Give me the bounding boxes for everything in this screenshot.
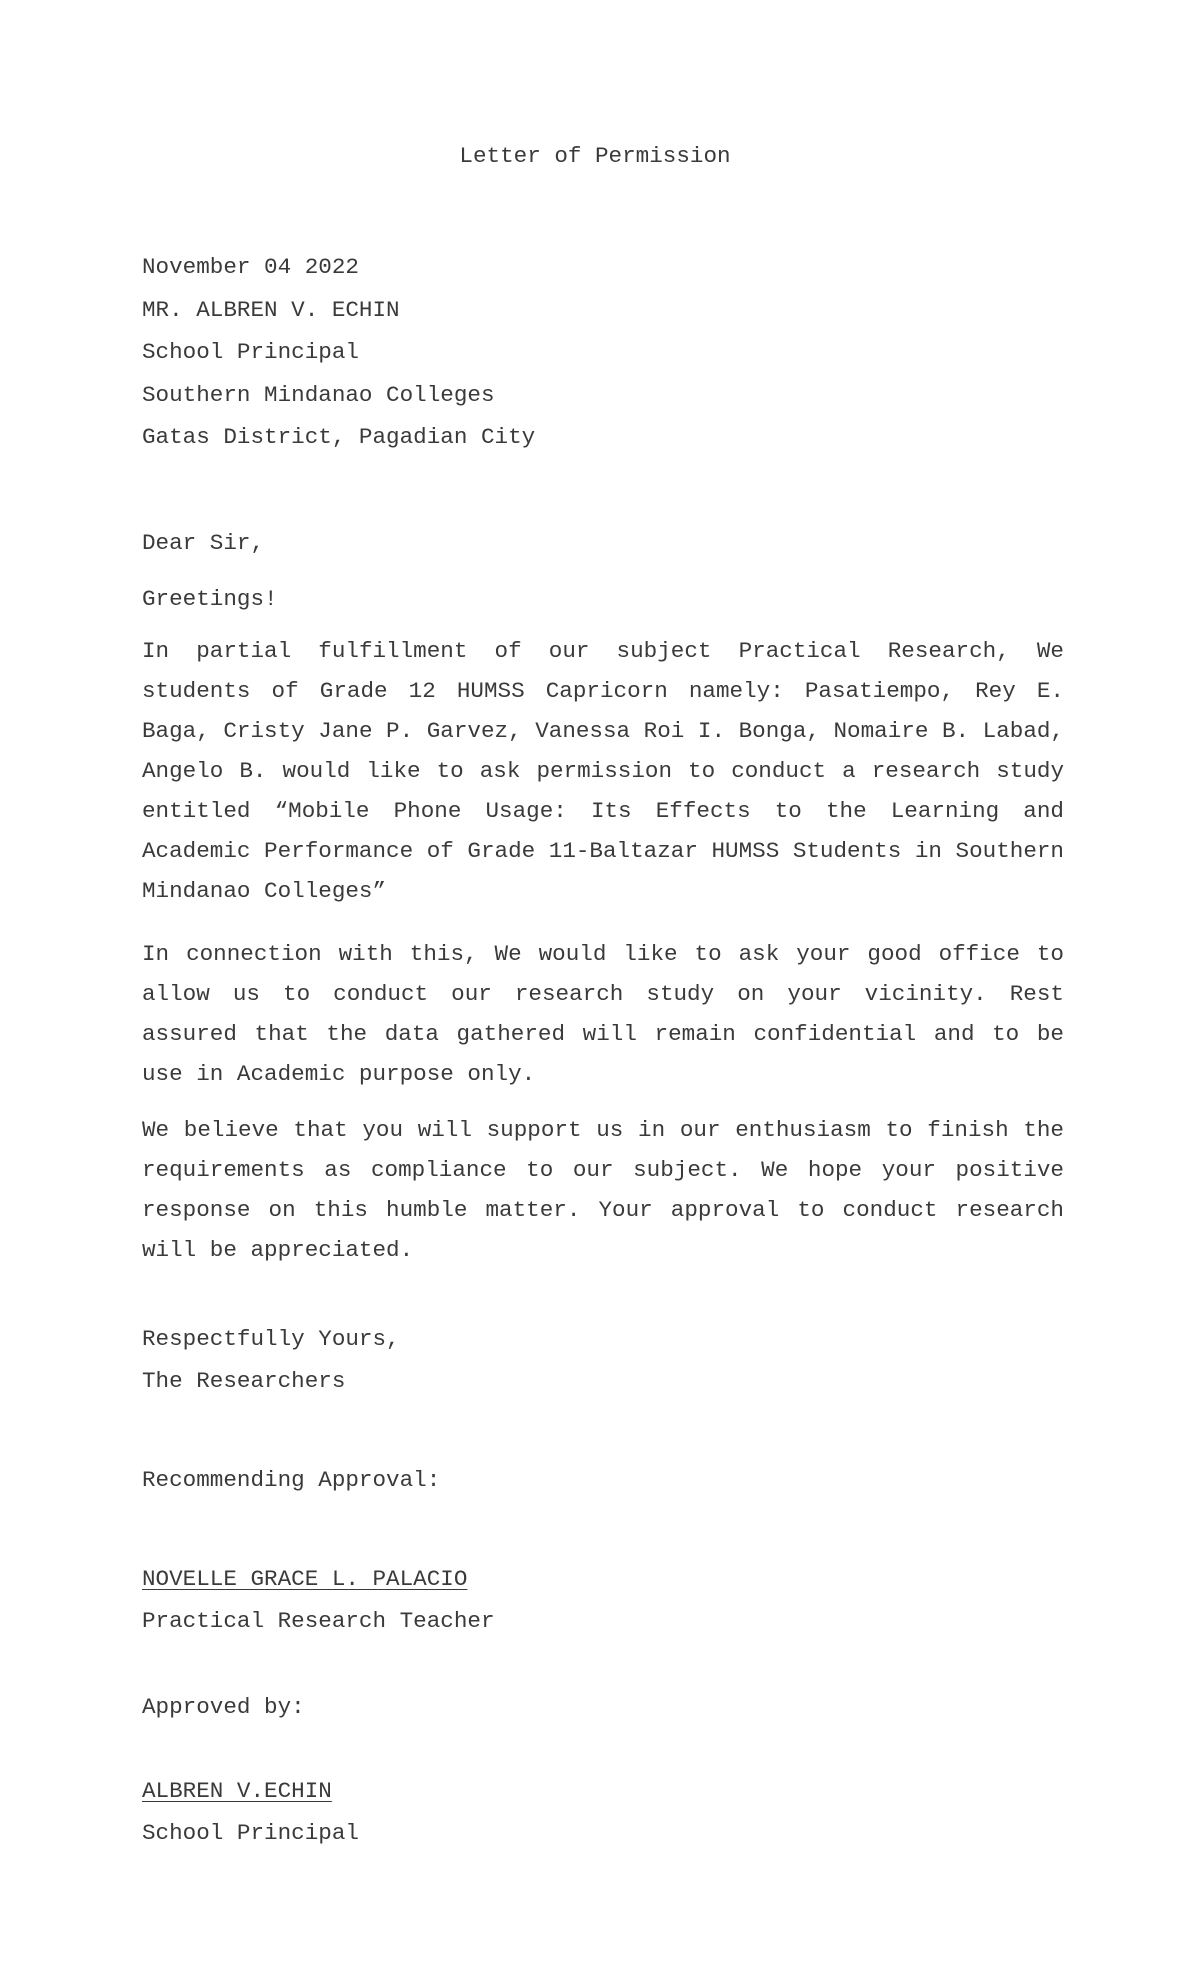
recommending-label: Recommending Approval: (142, 1467, 441, 1493)
approver-name: ALBREN V.ECHIN (142, 1778, 332, 1804)
greeting: Greetings! (142, 586, 278, 612)
approver-position: School Principal (142, 1820, 359, 1846)
recommender-block (142, 1564, 1062, 1636)
salutation: Dear Sir, (142, 530, 265, 556)
approver-block (142, 1776, 1062, 1848)
recipient-position: School Principal (142, 339, 359, 365)
recommender-name: NOVELLE GRACE L. PALACIO (142, 1566, 468, 1592)
closing-block (142, 1324, 1062, 1396)
closing: Respectfully Yours, (142, 1326, 400, 1352)
approved-label: Approved by: (142, 1694, 305, 1720)
body-paragraph-2: In connection with this, We would like to ask your good office to allow us to conduct our research study on your vicinity. Rest assured that the data gathered will remain confidential and to be use in Academic purpose only. (142, 941, 1064, 1087)
recipient-address: Gatas District, Pagadian City (142, 424, 536, 450)
sender: The Researchers (142, 1368, 346, 1394)
body-paragraph-3: We believe that you will support us in our enthusiasm to finish the requirements as compliance to our subject. We hope your positive response on this humble matter. Your approval to conduct research will be appreciated. (142, 1117, 1064, 1263)
recipient-school: Southern Mindanao Colleges (142, 381, 495, 408)
body-paragraph-1: In partial fulfillment of our subject Practical Research, We students of Grade 12 HUMSS Capricorn namely: Pasatiempo, Rey E. Baga, Cristy Jane P. Garvez, Vanessa Roi I. Bonga, Nomaire B. Labad, Angelo B. would like to ask permission to conduct a research study entitled “Mobile Phone Usage: Its Effects to the Learning and Academic Performance of Grade 11-Baltazar HUMSS Students in Southern Mindanao Colleges” (142, 638, 1064, 904)
recipient-block (142, 252, 1062, 465)
letter-title: Letter of Permission (459, 143, 731, 169)
letter-date: November 04 2022 (142, 254, 359, 280)
recommender-position: Practical Research Teacher (142, 1608, 495, 1634)
recipient-name: MR. ALBREN V. ECHIN (142, 296, 400, 323)
